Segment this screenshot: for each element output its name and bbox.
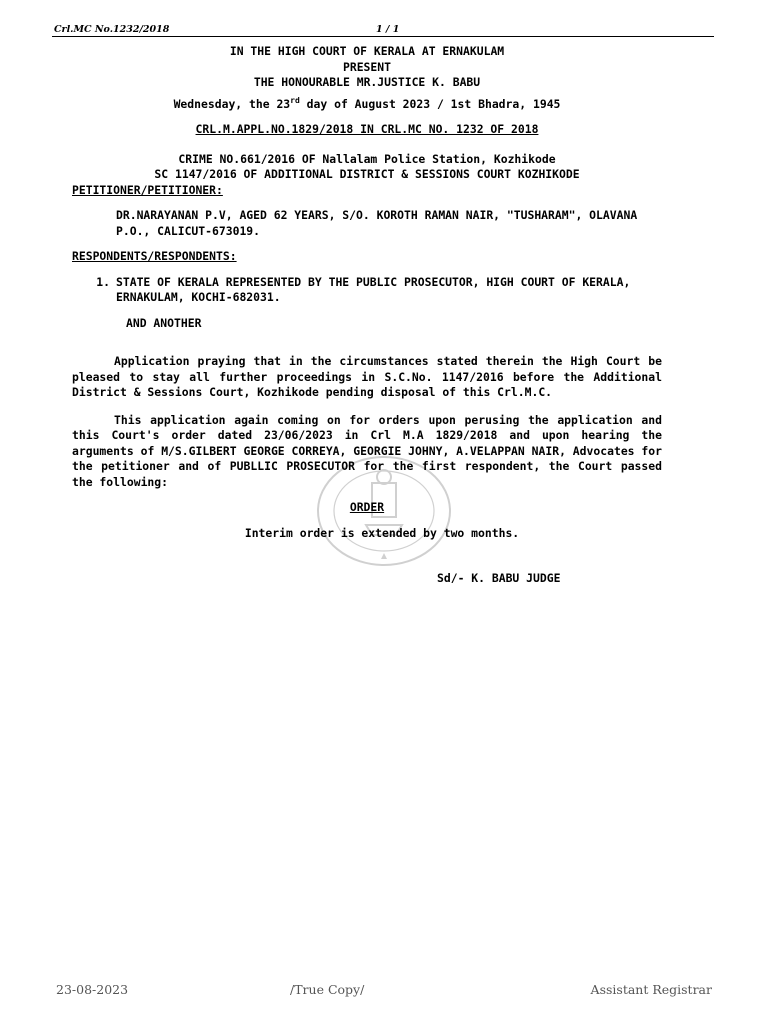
respondent-number: 1. <box>96 274 110 289</box>
sessions-case: SC 1147/2016 OF ADDITIONAL DISTRICT & SESSIONS COURT KOZHIKODE <box>154 167 580 181</box>
document-body <box>72 44 662 587</box>
footer-registrar: Assistant Registrar <box>590 982 712 997</box>
judge-signature: Sd/- K. BABU JUDGE <box>437 571 561 585</box>
hearing-paragraph: This application again coming on for orders upon perusing the application and this Court's order dated 23/06/2023 in Crl M.A 1829/2018 and upon hearing the arguments of M/S.GILBERT GEORGE CORREYA, GEORGIE JOHNY, A.VELAPPAN NAIR, Advocates for the petitioner and of PUBLLIC PROSECUTOR for the first respondent, the Court passed the following: <box>72 412 662 489</box>
judge-name: THE HONOURABLE MR.JUSTICE K. BABU <box>253 75 481 89</box>
header-case-number: Crl.MC No.1232/2018 <box>54 24 170 35</box>
header-page-number: 1 / 1 <box>376 24 400 35</box>
respondent-item-1 <box>72 275 662 306</box>
petitioner-heading: PETITIONER/PETITIONER: <box>72 182 223 197</box>
hearing-date: Wednesday, the 23rd day of August 2023 / 1st Bhadra, 1945 <box>173 95 561 111</box>
respondent-details: STATE OF KERALA REPRESENTED BY THE PUBLIC PROSECUTOR, HIGH COURT OF KERALA, ERNAKULAM, KOCHI-682031. <box>116 274 631 304</box>
crime-number: CRIME NO.661/2016 OF Nallalam Police Station, Kozhikode <box>178 151 556 166</box>
and-another: AND ANOTHER <box>126 315 202 330</box>
header-rule <box>52 36 714 37</box>
petitioner-details: DR.NARAYANAN P.V, AGED 62 YEARS, S/O. KOROTH RAMAN NAIR, "TUSHARAM", OLAVANA P.O., CALICUT-673019. <box>116 208 638 238</box>
respondents-heading: RESPONDENTS/RESPONDENTS: <box>72 249 237 263</box>
footer-date: 23-08-2023 <box>56 982 129 997</box>
present-label: PRESENT <box>342 59 391 74</box>
application-paragraph: Application praying that in the circumstances stated therein the High Court be pleased to stay all further proceedings in S.C.No. 1147/2016 before the Additional District & Sessions Court, Kozhikode pending disposal of this Crl.M.C. <box>72 354 662 399</box>
case-title: CRL.M.APPL.NO.1829/2018 IN CRL.MC NO. 1232 OF 2018 <box>195 122 539 136</box>
footer-true-copy: /True Copy/ <box>290 982 365 997</box>
order-text: Interim order is extended by two months. <box>244 525 520 540</box>
court-name: IN THE HIGH COURT OF KERALA AT ERNAKULAM <box>229 44 505 58</box>
order-heading: ORDER <box>349 500 385 514</box>
